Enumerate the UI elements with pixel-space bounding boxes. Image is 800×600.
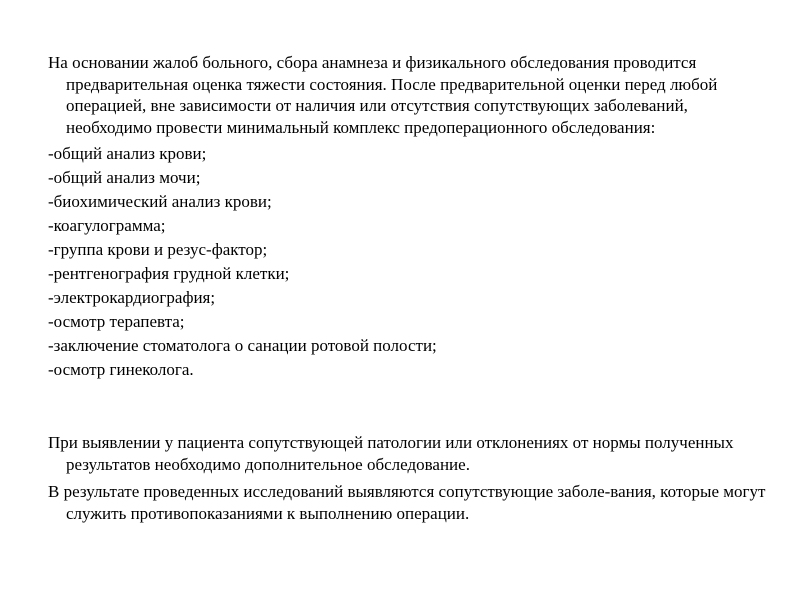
slide-text (48, 52, 768, 524)
list-item: -осмотр гинеколога. (48, 360, 194, 379)
list-item: -группа крови и резус-фактор; (48, 240, 268, 259)
list-item: -заключение стоматолога о санации ротовой полости; (48, 336, 437, 355)
list-item: -коагулограмма; (48, 216, 166, 235)
list-item: -биохимический анализ крови; (48, 192, 272, 211)
list-item: -общий анализ крови; (48, 144, 207, 163)
section-spacer (48, 382, 768, 432)
additional-exam-paragraph: При выявлении у пациента сопутствующей патологии или отклонениях от нормы полученных результатов необходимо дополнительное обследование. (48, 433, 734, 474)
conclusion-paragraph: В результате проведенных исследований выявляются сопутствующие заболе-вания, которые могут служить противопоказаниями к выполнению операции. (48, 482, 766, 523)
intro-paragraph: На основании жалоб больного, сбора анамнеза и физикального обследования проводится предварительная оценка тяжести состояния. После предварительной оценки перед любой операцией, вне зависимости от наличия или отсутствия сопутствующих заболеваний, необходимо провести минимальный комплекс предоперационного обследования: (48, 53, 718, 137)
list-item: -общий анализ мочи; (48, 168, 201, 187)
exam-list (48, 142, 768, 382)
list-item: -рентгенография грудной клетки; (48, 264, 290, 283)
list-item: -электрокардиография; (48, 288, 216, 307)
list-item: -осмотр терапевта; (48, 312, 185, 331)
